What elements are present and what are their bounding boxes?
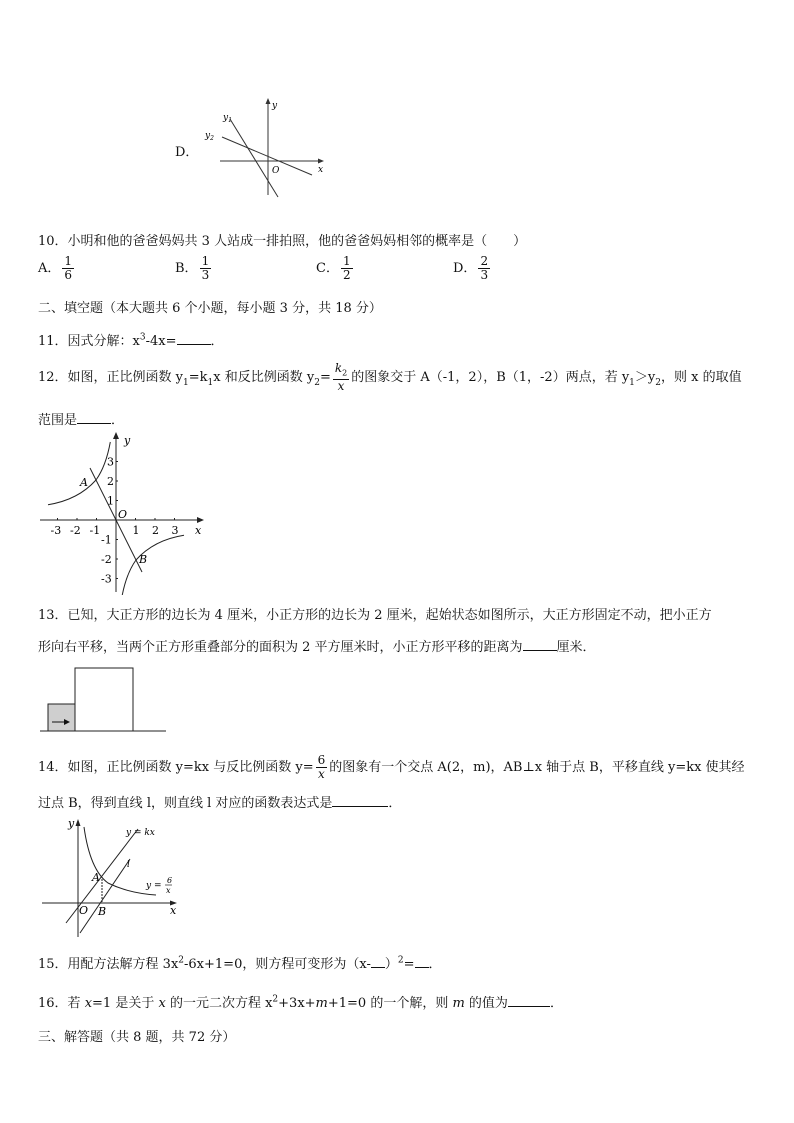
q14-point-b-label: B (98, 905, 107, 918)
q12-x-tick-label: 2 (152, 524, 159, 537)
q12-y-tick-label: 3 (107, 455, 114, 469)
q10-option-c-fraction: $\frac{1}{2}$ (342, 254, 351, 282)
q10-option-d-fraction: $\frac{2}{3}$ (480, 254, 489, 282)
q14-y-axis-label: y (68, 817, 75, 830)
q14-fraction: $\frac{6}{x}$ (317, 753, 326, 781)
q12-y-tick-label: 2 (107, 475, 114, 488)
q10-option-c (316, 255, 355, 282)
q12-x-axis-label: x (195, 524, 202, 537)
q10-option-c-label: C． (316, 261, 339, 276)
svg-text:O: O (272, 166, 280, 176)
q10-option-b-label: B． (175, 261, 198, 276)
q9-option-d-label: D． (175, 145, 199, 160)
q14-hyperbola-label-prefix: y = (146, 881, 162, 891)
q10-option-a-label: A． (38, 261, 61, 276)
q10-option-a (38, 255, 76, 282)
q10-option-d (453, 255, 492, 282)
q13-answer-blank (523, 639, 557, 651)
q14-hyperbola-label-den: x (166, 886, 171, 895)
q13-question-line2: 形向右平移，当两个正方形重叠部分的面积为 2 平方厘米时，小正方形平移的距离为 厘米． (38, 640, 596, 655)
q12-y-tick-label: -1 (101, 533, 112, 547)
q10-option-b (175, 255, 213, 282)
q14-question-line2: 过点 B，得到直线 l，则直线 l 对应的函数表达式是 ． (38, 796, 402, 811)
q12-y-tick-label: -2 (101, 553, 112, 566)
svg-text:y1: $y_1$ (223, 113, 232, 124)
q12-y-tick-label: -3 (101, 572, 112, 586)
q15-answer-blank-1 (371, 956, 385, 968)
q12-x-tick-label: -2 (70, 524, 81, 537)
q16-answer-blank (508, 995, 550, 1007)
q12-answer-blank (77, 412, 111, 424)
svg-text:y2: $y_2$ (205, 131, 214, 142)
q12-point-a-label: A (80, 476, 88, 489)
q10-option-a-fraction: $\frac{1}{6}$ (64, 254, 73, 282)
q12-fraction: $\frac{k_2}{x}$ (334, 361, 348, 394)
q14-question-line1: 14．如图，正比例函数 y=kx 与反比例函数 y= $\frac{6}{x}$ 的图象有一个交点 A(2，m)，AB⊥x 轴于点 B，平移直线 y=kx 使其经 (38, 753, 745, 781)
q12-x-tick-label: 1 (132, 524, 140, 537)
q14-x-axis-label: x (170, 904, 177, 917)
q12-y-axis-label: y (124, 434, 131, 447)
q15-question: 15．用配方法解方程 $3x^2-6x+1=0$，则方程可变形为（x- ）$^2$= ． (38, 955, 442, 972)
q14-hyperbola-label-num: 6 (167, 876, 173, 885)
q15-answer-blank-2 (415, 956, 429, 968)
q12-question-line2: 范围是 ． (38, 413, 125, 428)
q12-point-b-label: B (139, 553, 148, 566)
q10-option-d-label: D． (453, 261, 477, 276)
q14-line-label: y = kx (126, 828, 155, 838)
q10-question-text: 10．小明和他的爸爸妈妈共 3 人站成一排拍照，他的爸爸妈妈相邻的概率是（ ） (38, 234, 527, 249)
svg-text:x: x (318, 165, 324, 175)
q10-option-b-fraction: $\frac{1}{3}$ (201, 254, 210, 282)
q12-x-tick-label: 3 (171, 524, 179, 537)
q13-figure (38, 664, 188, 734)
q11-question: 11．因式分解：$x^3-4x=$ ． (38, 332, 224, 349)
q12-figure (38, 430, 208, 595)
q16-question: 16．若 x=1 是关于 x 的一元二次方程 $x^2+3x+m+1=0$ 的一个解，则 m 的值为 ． (38, 994, 563, 1011)
q12-origin-label: O (118, 508, 128, 521)
q14-figure (38, 815, 188, 940)
q12-x-tick-label: -1 (89, 524, 101, 537)
q14-answer-blank (332, 795, 388, 807)
q14-point-a-label: A (92, 871, 100, 884)
svg-text:y: y (272, 101, 278, 111)
q14-line-l-label: l (127, 860, 130, 870)
q9-option-d-graph (200, 95, 335, 200)
q12-y-tick-label: 1 (107, 494, 114, 508)
q12-x-tick-label: -3 (50, 524, 62, 537)
q13-question-line1: 13．已知，大正方形的边长为 4 厘米，小正方形的边长为 2 厘米，起始状态如图所示，大正方形固定不动，把小正方 (38, 608, 712, 623)
q12-question-line1: 12．如图，正比例函数 $y_1=k_1x$ 和反比例函数 $y_2=$ $\frac{k_2}{x}$ 的图象交于 A（-1，2），B（1，-2）两点，若 $y_1>y_2$，则 x 的取值 (38, 361, 742, 394)
section-2-heading: 二、填空题（本大题共 6 个小题，每小题 3 分，共 18 分） (38, 301, 382, 316)
q11-answer-blank (177, 333, 211, 345)
section-3-heading: 三、解答题（共 8 题，共 72 分） (38, 1030, 236, 1045)
q14-origin-label: O (79, 904, 89, 917)
